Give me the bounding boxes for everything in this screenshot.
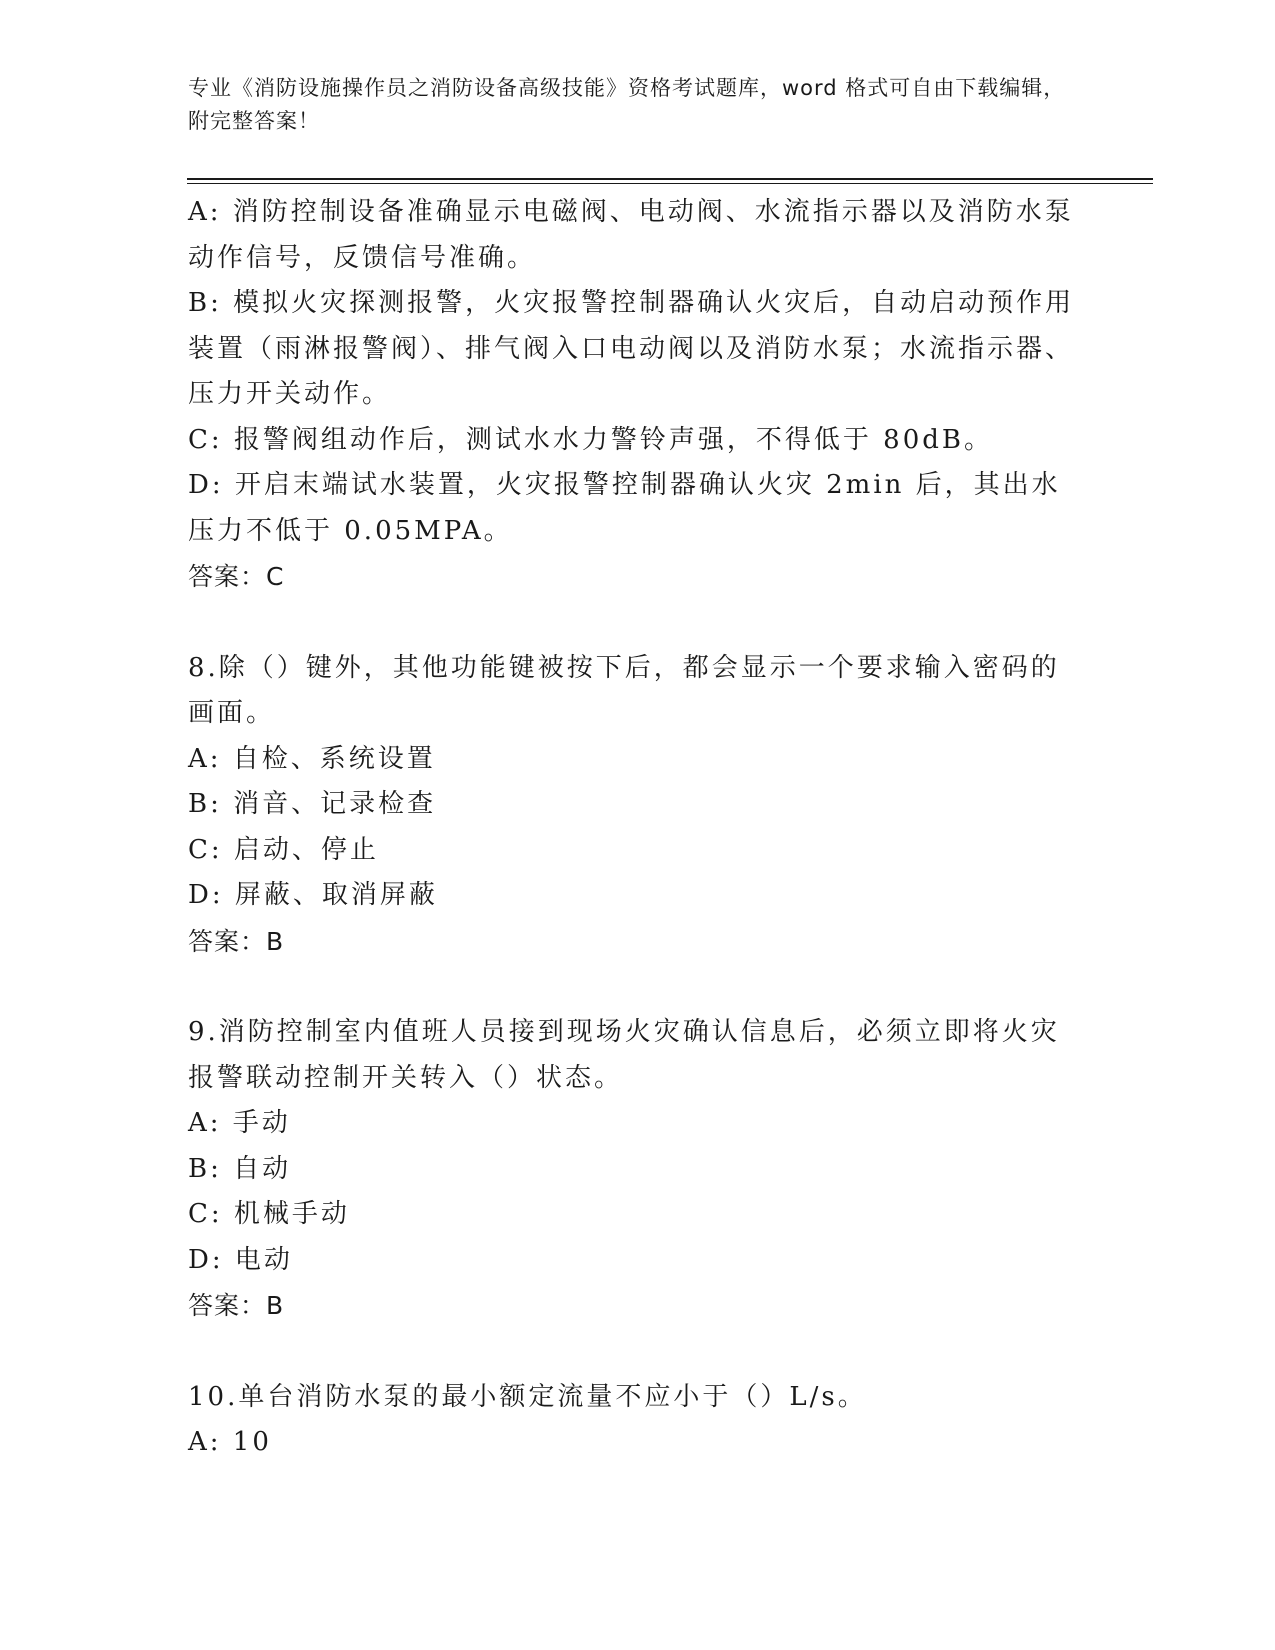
- header-divider-thick: [187, 178, 1153, 180]
- question-7: [188, 190, 1088, 600]
- answer: 答案：B: [188, 1291, 285, 1320]
- option-a: A: 手动: [188, 1108, 291, 1138]
- option-b: B: 模拟火灾探测报警，火灾报警控制器确认火灾后，自动启动预作用装置（雨淋报警阀）、排气阀入口电动阀以及消防水泵；水流指示器、压力开关动作。: [188, 288, 1075, 409]
- question-8: [188, 646, 1088, 965]
- option-b: B: 消音、记录检查: [188, 789, 437, 819]
- document-header: 专业《消防设施操作员之消防设备高级技能》资格考试题库，word 格式可自由下载编辑，附完整答案！: [188, 76, 1066, 133]
- option-c: C: 报警阀组动作后，测试水水力警铃声强，不得低于 80dB。: [188, 424, 994, 455]
- answer: 答案：B: [188, 926, 285, 956]
- option-a: A: 消防控制设备准确显示电磁阀、电动阀、水流指示器以及消防水泵动作信号，反馈信号准确。: [188, 197, 1074, 273]
- question-9: [188, 1010, 1088, 1329]
- option-d: D: 屏蔽、取消屏蔽: [188, 880, 438, 910]
- question-text: 10.单台消防水泵的最小额定流量不应小于（）L/s。: [188, 1381, 867, 1412]
- option-b: B: 自动: [188, 1153, 292, 1184]
- option-c: C: 启动、停止: [188, 834, 379, 865]
- option-d: D: 开启末端试水装置，火灾报警控制器确认火灾 2min 后，其出水压力不低于 0.05MPA。: [188, 470, 1061, 546]
- option-d: D: 电动: [188, 1244, 293, 1275]
- question-text: 9.消防控制室内值班人员接到现场火灾确认信息后，必须立即将火灾报警联动控制开关转入（）状态。: [188, 1017, 1060, 1093]
- answer: 答案：C: [188, 562, 285, 591]
- option-a: A: 10: [188, 1427, 272, 1457]
- question-text: 8.除（）键外，其他功能键被按下后，都会显示一个要求输入密码的画面。: [188, 652, 1060, 728]
- header-divider-thin: [187, 183, 1153, 184]
- option-c: C: 机械手动: [188, 1199, 350, 1229]
- question-content: [188, 190, 1088, 1466]
- option-a: A: 自检、系统设置: [188, 743, 436, 774]
- question-10: [188, 1375, 1088, 1466]
